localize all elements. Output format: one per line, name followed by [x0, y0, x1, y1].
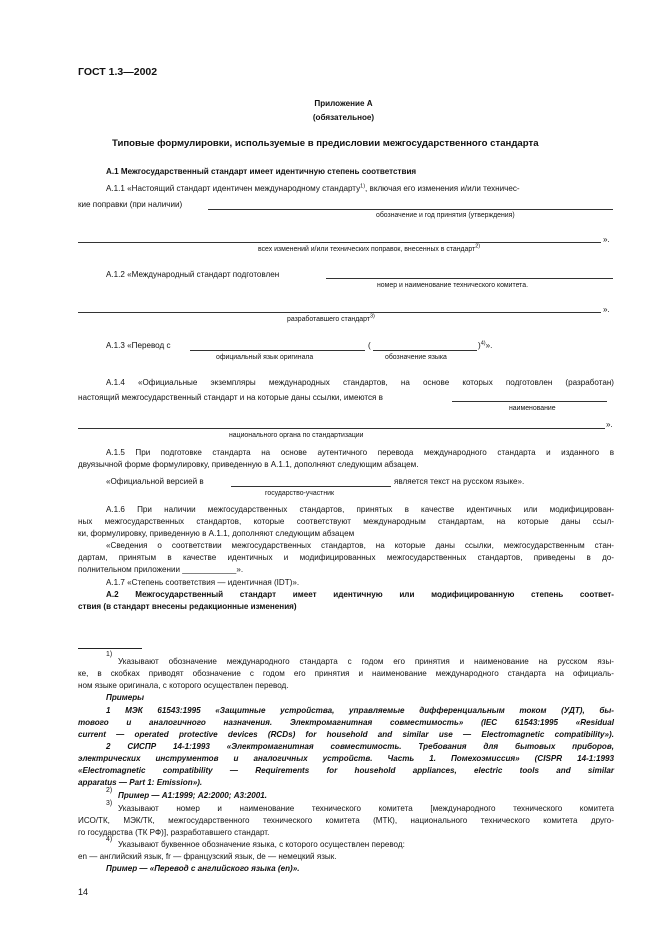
example-1-line1: 1 МЭК 61543:1995 «Защитные устройства, управляемые дифференциальным током (УДТ), бы- — [106, 706, 614, 715]
paragraph-a1-6-line1: А.1.6 При наличии межгосударственных стандартов, принятых в качестве идентичных или модифицирован- — [106, 505, 614, 514]
footnote-ref-2: 2) — [475, 243, 481, 250]
official-version-pre: «Официальной версией в — [106, 477, 204, 486]
paragraph-a1-3: А.1.3 «Перевод с — [106, 341, 171, 350]
caption-designation: обозначение и год принятия (утверждения) — [376, 212, 515, 219]
blank-line — [326, 278, 613, 279]
caption-national-body: национального органа по стандартизации — [229, 432, 364, 439]
example-2-line4: apparatus — Part 1: Emission»). — [78, 778, 203, 787]
document-code: ГОСТ 1.3—2002 — [78, 66, 158, 78]
footnote-4-line1: Указывают буквенное обозначение языка, с которого осуществлен перевод: — [118, 840, 405, 849]
blank-line — [208, 209, 613, 210]
caption-language-code: обозначение языка — [385, 354, 447, 361]
caption-committee: номер и наименование технического комитета. — [377, 282, 529, 289]
paragraph-a1-5-line1: А.1.5 При подготовке стандарта на основе аутентичного перевода международного стандарта и изданного в — [106, 448, 614, 457]
paragraph-a1-6-line2: ных межгосударственных стандартов, которые соответствуют международным стандартам, на которые даны ссыл- — [78, 517, 614, 526]
blank-line — [78, 242, 601, 243]
appendix-title: Приложение А — [314, 99, 373, 108]
footnote-4-example: Пример — «Перевод с английского языка (en)». — [106, 864, 300, 873]
paragraph-a1-1 — [106, 184, 520, 194]
blank-line — [78, 312, 601, 313]
paragraph-a1-6-line3: ки, формулировку, приведенную в А.1.1, дополняют следующим абзацем — [78, 529, 355, 538]
a1-1-text: А.1.1 «Настоящий стандарт идентичен международному стандарту — [106, 184, 361, 193]
example-2-line3: «Electromagnetic compatibility — Requirements for household appliances, electric tools and similar — [78, 766, 614, 775]
paragraph-a1-2: А.1.2 «Международный стандарт подготовлен — [106, 270, 280, 279]
footnote-1-line1: Указывают обозначение международного стандарта с годом его принятия и наименование на русском язы- — [118, 657, 614, 666]
caption-developed-text: разработавшего стандарт — [287, 316, 370, 323]
blank-line — [452, 401, 607, 402]
caption-developed — [287, 313, 375, 324]
page-number: 14 — [78, 887, 89, 897]
paragraph-a1-6b-line2: дартам, принятым в качестве идентичных и модифицированных межгосударственных стандартов, приведены в до- — [78, 553, 614, 562]
example-2-line2: электрических инструментов и аналогичных устройств. Часть 1. Помехоэмиссия» (CISPR 14-1:1993 — [78, 754, 614, 763]
footnote-ref-3: 3) — [369, 313, 375, 320]
quote-end: ». — [485, 341, 493, 350]
a1-1-line2: кие поправки (при наличии) — [78, 200, 183, 209]
footnote-1-line3: ном языке оригинала, с которого осуществлен перевод. — [78, 681, 289, 690]
quote-end: ». — [606, 420, 613, 429]
appendix-heading: Типовые формулировки, используемые в предисловии межгосударственного стандарта — [112, 138, 539, 149]
blank-line — [373, 350, 477, 351]
footnote-1-mark: 1) — [106, 651, 113, 658]
footnote-3-line3: го государства (ТК РФ)], разработавшего стандарт. — [78, 828, 270, 837]
section-a2-heading-line1: А.2 Межгосударственный стандарт имеет идентичную или модифицированную степень соответ- — [106, 590, 614, 599]
section-a2-heading-line2: ствия (в стандарт внесены редакционные изменения) — [78, 602, 297, 611]
footnote-ref-4: 4) — [480, 340, 486, 347]
example-1-line3: current — operated protective devices (RCDs) for household and similar use — Electromagnetic compatibility»). — [78, 730, 614, 739]
paragraph-a1-4-line2: настоящий межгосударственный стандарт и на которые даны ссылки, имеются в — [78, 393, 383, 402]
caption-member-state: государство-участник — [265, 490, 334, 497]
caption-all-changes — [258, 243, 481, 254]
footnote-3-line2: ИСО/ТК, МЭК/ТК, межгосударственного технического комитета (МТК), национального технического комитета друго- — [78, 816, 614, 825]
caption-original-language: официальный язык оригинала — [216, 354, 314, 361]
footnote-2-text: Пример — А1:1999; А2:2000; А3:2001. — [118, 791, 268, 800]
paragraph-a1-7: А.1.7 «Степень соответствия — идентичная (IDT)». — [106, 578, 300, 587]
footnote-4-line2: en — английский язык, fr — французский язык, de — немецкий язык. — [78, 852, 337, 861]
paren-close — [478, 341, 492, 351]
caption-name: наименование — [509, 405, 556, 412]
paragraph-a1-6b-line3: полнительном приложении ____________». — [78, 565, 244, 574]
paragraph-a1-4-line1: А.1.4 «Официальные экземпляры международных стандартов, на основе которых подготовлен (разработан) — [106, 378, 614, 387]
examples-label: Примеры — [106, 693, 145, 702]
blank-line — [231, 486, 391, 487]
footnote-1-line2: ке, в скобках приводят обозначение с годом его принятия и наименование международного стандарта на официаль- — [78, 669, 614, 678]
caption-all-changes-text: всех изменений и/или технических поправок, внесенных в стандарт — [258, 246, 476, 253]
paren-close-text: ) — [478, 341, 481, 350]
paragraph-a1-5-line2: двуязычной форме формулировку, приведенную в А.1.1, дополняют следующим абзацем. — [78, 460, 419, 469]
appendix-status: (обязательное) — [312, 113, 375, 122]
blank-line — [190, 350, 365, 351]
footnote-separator — [78, 648, 142, 649]
quote-end: ». — [603, 305, 610, 314]
footnote-3-line1: Указывают номер и наименование технического комитета [международного технического комитета — [118, 804, 614, 813]
example-1-line2: тового и аналогичного назначения. Электромагнитная совместимость» (IEC 61543:1995 «Residual — [78, 718, 614, 727]
quote-end: ». — [603, 235, 610, 244]
paren-open: ( — [368, 341, 371, 350]
blank-line — [78, 428, 605, 429]
footnote-2-mark: 2) — [106, 787, 113, 794]
official-version-post: является текст на русском языке». — [394, 477, 525, 486]
footnote-ref-1: 1) — [360, 183, 366, 190]
footnote-3-mark: 3) — [106, 800, 113, 807]
footnote-4-mark: 4) — [106, 836, 113, 843]
example-2-line1: 2 СИСПР 14-1:1993 «Электромагнитная совместимость. Требования для бытовых приборов, — [106, 742, 614, 751]
a1-1-tail: , включая его изменения и/или техничес- — [365, 184, 520, 193]
section-a1-heading: А.1 Межгосударственный стандарт имеет идентичную степень соответствия — [106, 167, 417, 176]
paragraph-a1-6b-line1: «Сведения о соответствии межгосударственных стандартов, на которые даны ссылки, межгосударственным стан- — [106, 541, 614, 550]
